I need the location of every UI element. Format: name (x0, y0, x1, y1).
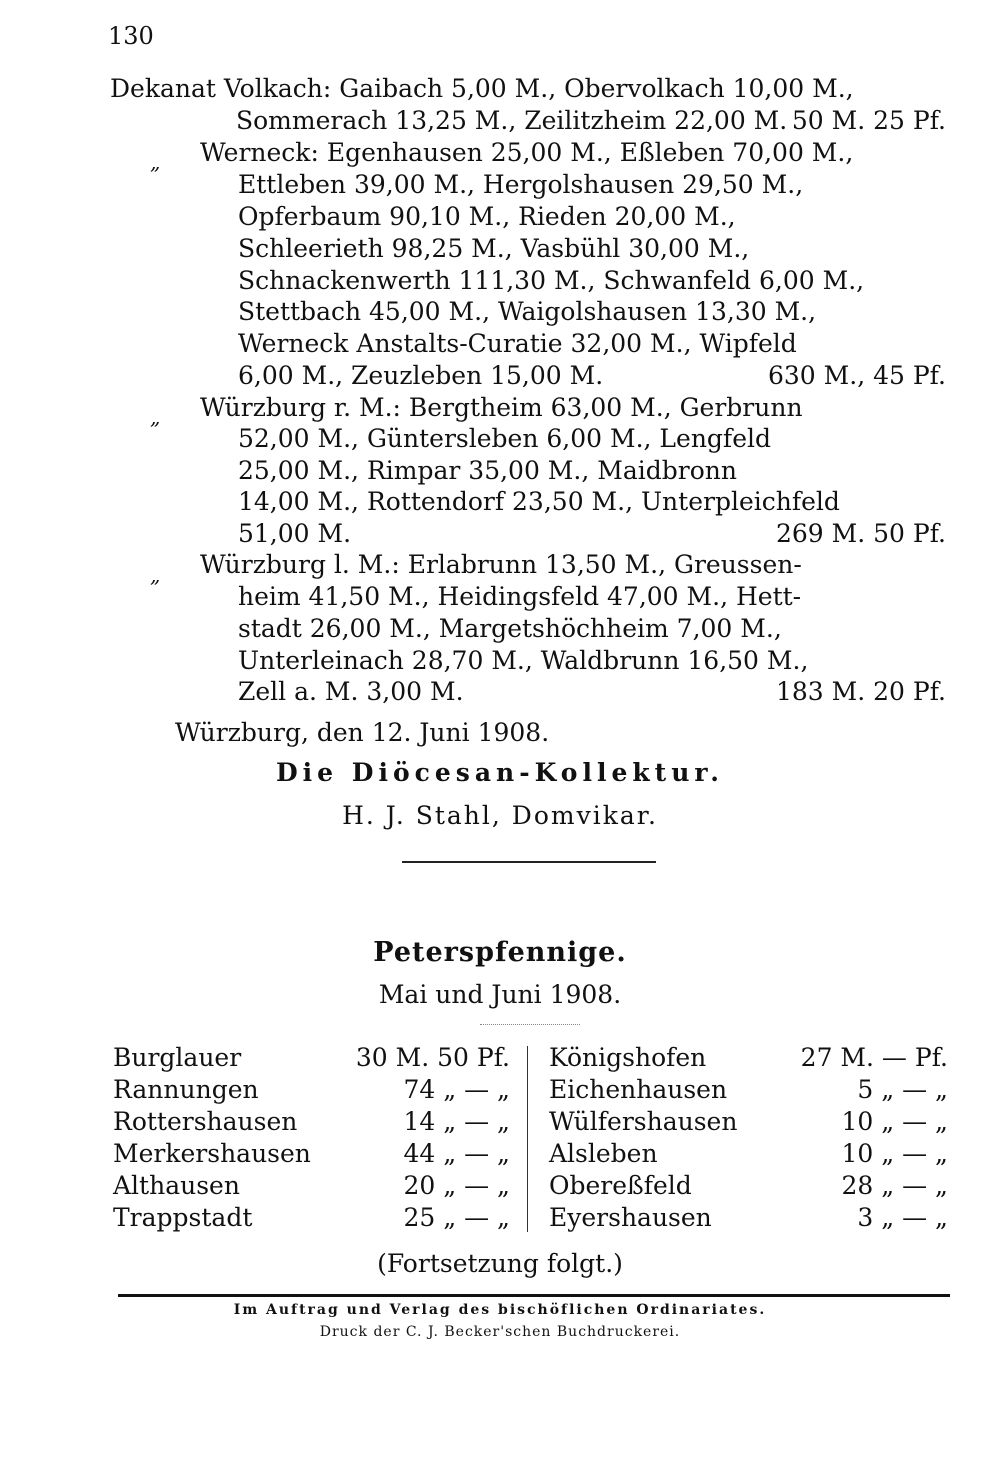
entry-line: stadt 26,00 M., Margetshöchheim 7,00 M., (238, 614, 782, 643)
parish-name: Königshofen (549, 1043, 707, 1072)
entry-line: 6,00 M., Zeuzleben 15,00 M. (238, 361, 604, 390)
parish-name: Eyershausen (549, 1203, 712, 1232)
parish-name: Trappstadt (113, 1203, 253, 1232)
entry-line: heim 41,50 M., Heidingsfeld 47,00 M., Hett- (238, 582, 802, 611)
parish-name: Merkershausen (113, 1139, 311, 1168)
parish-amount: 27 M. — Pf. (800, 1043, 948, 1072)
entry-total: 50 M. 25 Pf. (791, 106, 946, 135)
entry-line: Werneck Anstalts-Curatie 32,00 M., Wipfeld (238, 329, 797, 358)
entry-line: Ettleben 39,00 M., Hergolshausen 29,50 M., (238, 170, 804, 199)
footer-rule (118, 1294, 950, 1297)
parish-name: Althausen (113, 1171, 240, 1200)
parish-name: Wülfershausen (549, 1107, 738, 1136)
parish-amount: 3 „ — „ (857, 1203, 948, 1232)
entry-total: 183 M. 20 Pf. (775, 677, 946, 706)
date-line: Würzburg, den 12. Juni 1908. (175, 718, 550, 747)
entry-total: 269 M. 50 Pf. (775, 519, 946, 548)
parish-amount: 20 „ — „ (403, 1171, 510, 1200)
printer-line: Druck der C. J. Becker'schen Buchdruckerei. (319, 1324, 681, 1340)
section-divider (402, 861, 656, 863)
parish-name: Burglauer (113, 1043, 242, 1072)
entry-line: Schnackenwerth 111,30 M., Schwanfeld 6,00 M., (238, 266, 865, 295)
collection-office: Die Diöcesan-Kollektur. (276, 758, 724, 787)
parish-amount: 74 „ — „ (403, 1075, 510, 1104)
ditto-mark: „ (150, 405, 161, 429)
entry-line: Schleerieth 98,25 M., Vasbühl 30,00 M., (238, 234, 750, 263)
entry-line: Unterleinach 28,70 M., Waldbrunn 16,50 M., (238, 646, 809, 675)
entry-line: Dekanat Volkach: Gaibach 5,00 M., Obervolkach 10,00 M., (110, 74, 854, 103)
parish-amount: 14 „ — „ (403, 1107, 510, 1136)
signatory: H. J. Stahl, Domvikar. (342, 801, 658, 830)
entry-line: 52,00 M., Güntersleben 6,00 M., Lengfeld (238, 424, 771, 453)
ditto-mark: „ (150, 150, 161, 174)
entry-line: Stettbach 45,00 M., Waigolshausen 13,30 M., (238, 297, 817, 326)
parish-amount: 28 „ — „ (841, 1171, 948, 1200)
entry-line: Werneck: Egenhausen 25,00 M., Eßleben 70,00 M., (200, 138, 854, 167)
parish-amount: 25 „ — „ (403, 1203, 510, 1232)
publisher-line: Im Auftrag und Verlag des bischöflichen Ordinariates. (233, 1302, 767, 1318)
entry-line: 25,00 M., Rimpar 35,00 M., Maidbronn (238, 456, 737, 485)
dotted-ornament (480, 1024, 580, 1025)
entry-total: 630 M., 45 Pf. (768, 361, 946, 390)
parish-name: Eichenhausen (549, 1075, 728, 1104)
entry-line: Zell a. M. 3,00 M. (238, 677, 464, 706)
entry-line: Würzburg l. M.: Erlabrunn 13,50 M., Greussen- (200, 550, 802, 579)
entry-line: Opferbaum 90,10 M., Rieden 20,00 M., (238, 202, 736, 231)
parish-name: Rannungen (113, 1075, 259, 1104)
parish-amount: 5 „ — „ (857, 1075, 948, 1104)
parish-amount: 44 „ — „ (403, 1139, 510, 1168)
continuation-note: (Fortsetzung folgt.) (377, 1249, 623, 1278)
parish-name: Alsleben (549, 1139, 658, 1168)
entry-line: 14,00 M., Rottendorf 23,50 M., Unterpleichfeld (238, 487, 840, 516)
section-title: Peterspfennige. (373, 937, 627, 968)
section-subtitle: Mai und Juni 1908. (378, 980, 622, 1009)
parish-amount: 10 „ — „ (841, 1107, 948, 1136)
entry-line: 51,00 M. (238, 519, 352, 548)
column-divider (527, 1046, 528, 1232)
parish-amount: 30 M. 50 Pf. (355, 1043, 510, 1072)
ditto-mark: „ (150, 563, 161, 587)
page-number: 130 (108, 22, 154, 50)
parish-name: Rottershausen (113, 1107, 298, 1136)
parish-amount: 10 „ — „ (841, 1139, 948, 1168)
entry-line: Würzburg r. M.: Bergtheim 63,00 M., Gerbrunn (200, 393, 803, 422)
entry-line: Sommerach 13,25 M., Zeilitzheim 22,00 M. (236, 106, 788, 135)
parish-name: Obereßfeld (549, 1171, 692, 1200)
